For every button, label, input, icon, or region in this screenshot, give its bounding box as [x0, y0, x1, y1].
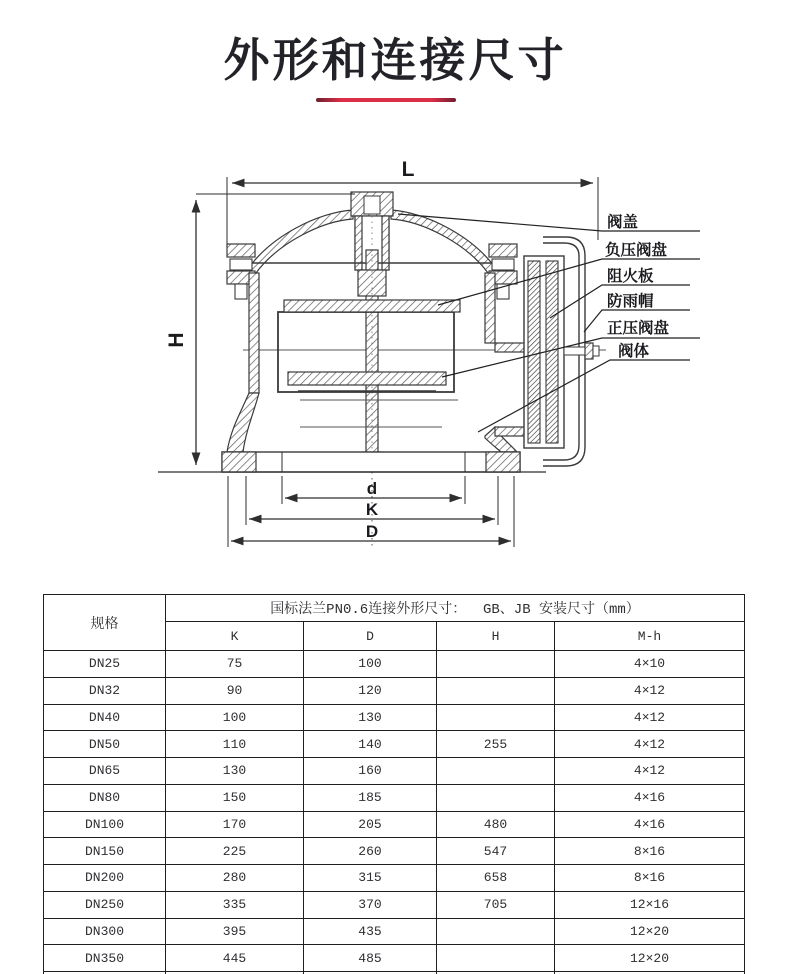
h-cell: 705 [437, 891, 555, 918]
k-cell: 335 [166, 891, 304, 918]
spec-cell: DN40 [44, 704, 166, 731]
flame-arrester-plate [546, 261, 558, 443]
h-cell [437, 758, 555, 785]
page-title: 外形和连接尺寸 [223, 34, 567, 86]
d-cell: 370 [304, 891, 437, 918]
part-label-valve-body: 阀体 [618, 343, 650, 360]
k-cell: 130 [166, 758, 304, 785]
dimension-L [227, 158, 598, 245]
h-cell: 547 [437, 838, 555, 865]
spec-cell: DN100 [44, 811, 166, 838]
h-cell [437, 651, 555, 678]
table-row [44, 891, 745, 918]
spec-cell: DN65 [44, 758, 166, 785]
column-header-spec: 规格 [44, 595, 166, 651]
d-cell: 260 [304, 838, 437, 865]
part-label-flame-arrester: 阻火板 [607, 268, 654, 285]
k-cell: 445 [166, 945, 304, 972]
mh-cell: 4×16 [555, 784, 745, 811]
dim-label-d: d [366, 479, 378, 498]
mh-cell: 4×16 [555, 811, 745, 838]
d-cell: 315 [304, 865, 437, 892]
valve-body-group [158, 192, 546, 472]
table-group-header: 国标法兰PN0.6连接外形尺寸： GB、JB 安装尺寸（mm） [166, 595, 745, 622]
spec-cell: DN200 [44, 865, 166, 892]
spec-cell: DN50 [44, 731, 166, 758]
mh-cell: 4×12 [555, 677, 745, 704]
spec-cell: DN80 [44, 784, 166, 811]
table-row [44, 704, 745, 731]
k-cell: 150 [166, 784, 304, 811]
part-label-vacuum-disc: 负压阀盘 [605, 242, 668, 259]
flame-arrester-plate [528, 261, 540, 443]
valve-cap-bore [364, 196, 380, 214]
k-cell: 90 [166, 677, 304, 704]
spec-cell: DN250 [44, 891, 166, 918]
k-cell: 225 [166, 838, 304, 865]
dim-label-L: L [401, 158, 415, 181]
h-cell [437, 918, 555, 945]
mh-cell: 4×12 [555, 704, 745, 731]
h-cell: 480 [437, 811, 555, 838]
spec-cell: DN350 [44, 945, 166, 972]
part-label-rain-cap: 防雨帽 [607, 293, 654, 310]
table-row [44, 731, 745, 758]
body-flare-left [227, 393, 259, 452]
table-row [44, 811, 745, 838]
part-label-valve-cover: 阀盖 [607, 214, 639, 231]
d-cell: 100 [304, 651, 437, 678]
mh-cell: 4×12 [555, 758, 745, 785]
mh-cell: 8×16 [555, 865, 745, 892]
mh-cell: 4×10 [555, 651, 745, 678]
mh-cell: 4×12 [555, 731, 745, 758]
d-cell: 140 [304, 731, 437, 758]
mh-cell: 12×16 [555, 891, 745, 918]
k-cell: 170 [166, 811, 304, 838]
d-cell: 485 [304, 945, 437, 972]
d-cell: 160 [304, 758, 437, 785]
table-row [44, 784, 745, 811]
k-cell: 395 [166, 918, 304, 945]
mh-cell: 12×20 [555, 918, 745, 945]
table-row [44, 758, 745, 785]
table-row [44, 677, 745, 704]
k-cell: 75 [166, 651, 304, 678]
mh-cell: 8×16 [555, 838, 745, 865]
spec-cell: DN32 [44, 677, 166, 704]
spec-cell: DN150 [44, 838, 166, 865]
bottom-flange [222, 452, 520, 472]
h-cell: 658 [437, 865, 555, 892]
table-row [44, 865, 745, 892]
spec-cell: DN300 [44, 918, 166, 945]
k-cell: 110 [166, 731, 304, 758]
k-cell: 100 [166, 704, 304, 731]
d-cell: 120 [304, 677, 437, 704]
d-cell: 185 [304, 784, 437, 811]
column-header-Mh: M-h [555, 622, 745, 651]
dim-label-K: K [365, 500, 379, 519]
h-cell [437, 704, 555, 731]
table-row [44, 838, 745, 865]
dim-label-D: D [365, 522, 379, 541]
d-cell: 205 [304, 811, 437, 838]
h-cell [437, 945, 555, 972]
table-row [44, 651, 745, 678]
spec-cell: DN25 [44, 651, 166, 678]
dimension-spec-table [43, 594, 745, 974]
table-row [44, 945, 745, 972]
table-row [44, 918, 745, 945]
h-cell [437, 677, 555, 704]
dimension-H [165, 194, 355, 465]
h-cell [437, 784, 555, 811]
part-label-pressure-disc: 正压阀盘 [607, 320, 670, 337]
column-header-D: D [304, 622, 437, 651]
column-header-H: H [437, 622, 555, 651]
pressure-disc [288, 372, 446, 385]
d-cell: 435 [304, 918, 437, 945]
vacuum-disc [284, 300, 460, 312]
h-cell: 255 [437, 731, 555, 758]
column-header-K: K [166, 622, 304, 651]
mh-cell: 12×20 [555, 945, 745, 972]
k-cell: 280 [166, 865, 304, 892]
dim-label-H: H [165, 332, 188, 348]
d-cell: 130 [304, 704, 437, 731]
